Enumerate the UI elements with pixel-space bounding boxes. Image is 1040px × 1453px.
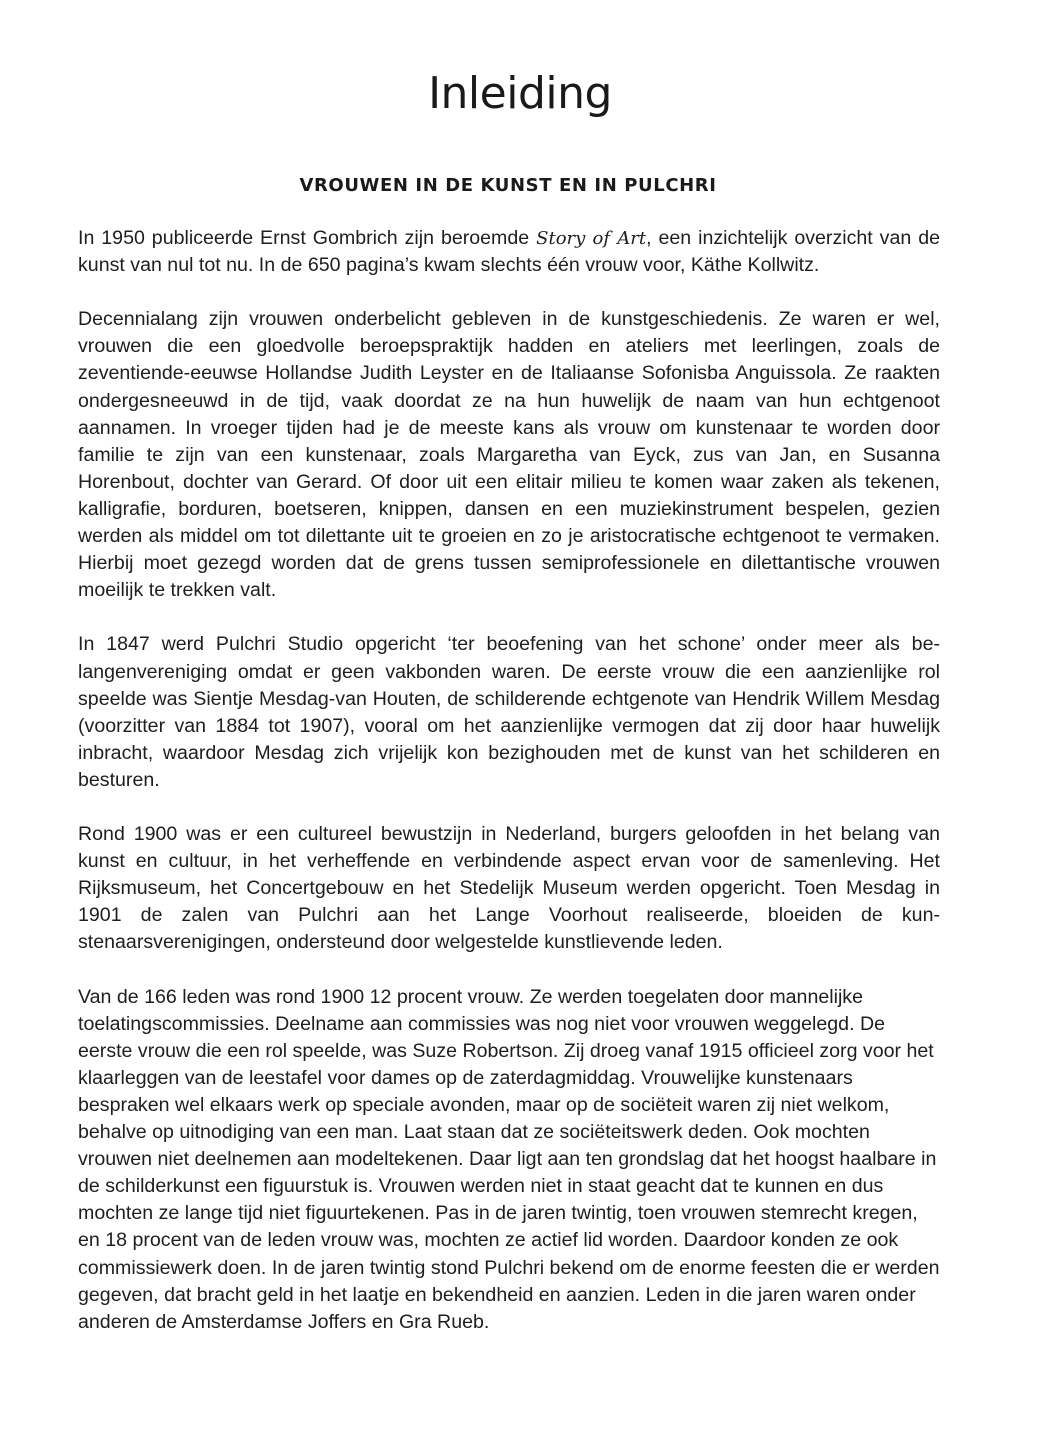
paragraph-4: Rond 1900 was er een cultureel bewustzijn in Nederland, burgers geloofden in het belang van kunst en cultuur, in het verheffende en verbindende aspect ervan voor de samenleving. Het Rijksmuseum, het Concertgebouw en het Stedelijk Museum werden opgericht. Toen Mesdag in 1901 de zalen van Pulchri aan het Lange Voorhout realiseerde, bloeiden de kunstenaarsverenigingen, ondersteund door welgestelde kunstlievende leden.	[78, 823, 940, 954]
paragraph-5: Van de 166 leden was rond 1900 12 procent vrouw. Ze werden toegelaten door mannelijke toelatingscommissies. Deelname aan commissies was nog niet voor vrouwen weggelegd. De eerste vrouw die een rol speelde, was Suze Robertson. Zij droeg vanaf 1915 officieel zorg voor het klaarleggen van de leestafel voor dames op de zaterdagmiddag. Vrouwelijke kunstenaars bespraken wel elkaars werk op speciale avonden, maar op de sociëteit waren zij niet welkom, behalve op uitnodiging van een man. Laat staan dat ze sociëteitswerk deden. Ook mochten vrouwen niet deelnemen aan modeltekenen. Daar ligt aan ten grondslag dat het hoogst haalbare in de schilderkunst een figuurstuk is. Vrouwen werden niet in staat geacht dat te kunnen en dus mochten ze lange tijd niet figuurtekenen. Pas in de jaren twintig, toen vrouwen stemrecht kregen, en 18 procent van de leden vrouw was, mochten ze actief lid worden. Daardoor konden ze ook commissiewerk doen. In de jaren twintig stond Pulchri bekend om de enorme feesten die er werden gegeven, dat bracht geld in het laatje en bekendheid en aanzien. Leden in die jaren waren onder anderen de Amsterdamse Joffers en Gra Rueb.	[78, 985, 940, 1333]
paragraph-2: Decennialang zijn vrouwen onderbelicht gebleven in de kunstgeschiedenis. Ze waren er wel, vrouwen die een gloedvolle beroepspraktijk hadden en ateliers met leerlingen, zoals de zeventiende-eeuwse Hollandse Judith Leyster en de Italiaanse Sofonisba Anguissola. Ze raakten ondergesneeuwd in de tijd, vaak doordat ze na hun huwelijk de naam van hun echtgenoot aannamen. In vroeger tijden had je de meeste kans als vrouw om kunstenaar te worden door familie te zijn van een kunstenaar, zoals Margaretha van Eyck, zus van Jan, en Susanna Horenbout, dochter van Gerard. Of door uit een elitair milieu te komen waar zaken als tekenen, kalligrafie, borduren, boetseren, knippen, dansen en een muziekinstrument bespelen, gezien werden als middel om tot dilettante uit te groeien en zo je aristocratische echtgenoot te vermaken. Hierbij moet gezegd worden dat de grens tussen semiprofessionele en dilettantische vrouwen moeilijk te trekken valt.	[78, 308, 940, 602]
page-title: Inleiding	[428, 68, 612, 119]
paragraph-3: In 1847 werd Pulchri Studio opgericht ‘ter beoefening van het schone’ onder meer als belangenvereniging omdat er geen vakbonden waren. De eerste vrouw die een aanzienlijke rol speelde was Sientje Mesdag-van Houten, de schilderende echtgenote van Hendrik Willem Mesdag (voorzitter van 1884 tot 1907), vooral om het aanzienlijke vermogen dat zij door haar huwelijk inbracht, waardoor Mesdag zich vrijelijk kon bezighouden met de kunst van het schilderen en besturen.	[78, 633, 940, 791]
section-subtitle: VROUWEN IN DE KUNST EN IN PULCHRI	[299, 175, 717, 196]
body-text	[78, 225, 940, 1363]
paragraph-1	[78, 225, 940, 279]
paragraph-1-text-end: , een inzichtelijk overzicht van de kunst van nul tot nu. In de 650 pagina’s kwam slechts één vrouw voor, Käthe Kollwitz.	[78, 227, 940, 277]
paragraph-1-text-start: In 1950 publiceerde Ernst Gombrich zijn beroemde	[78, 227, 537, 249]
book-title-story-of-art: Story of Art	[536, 228, 647, 249]
